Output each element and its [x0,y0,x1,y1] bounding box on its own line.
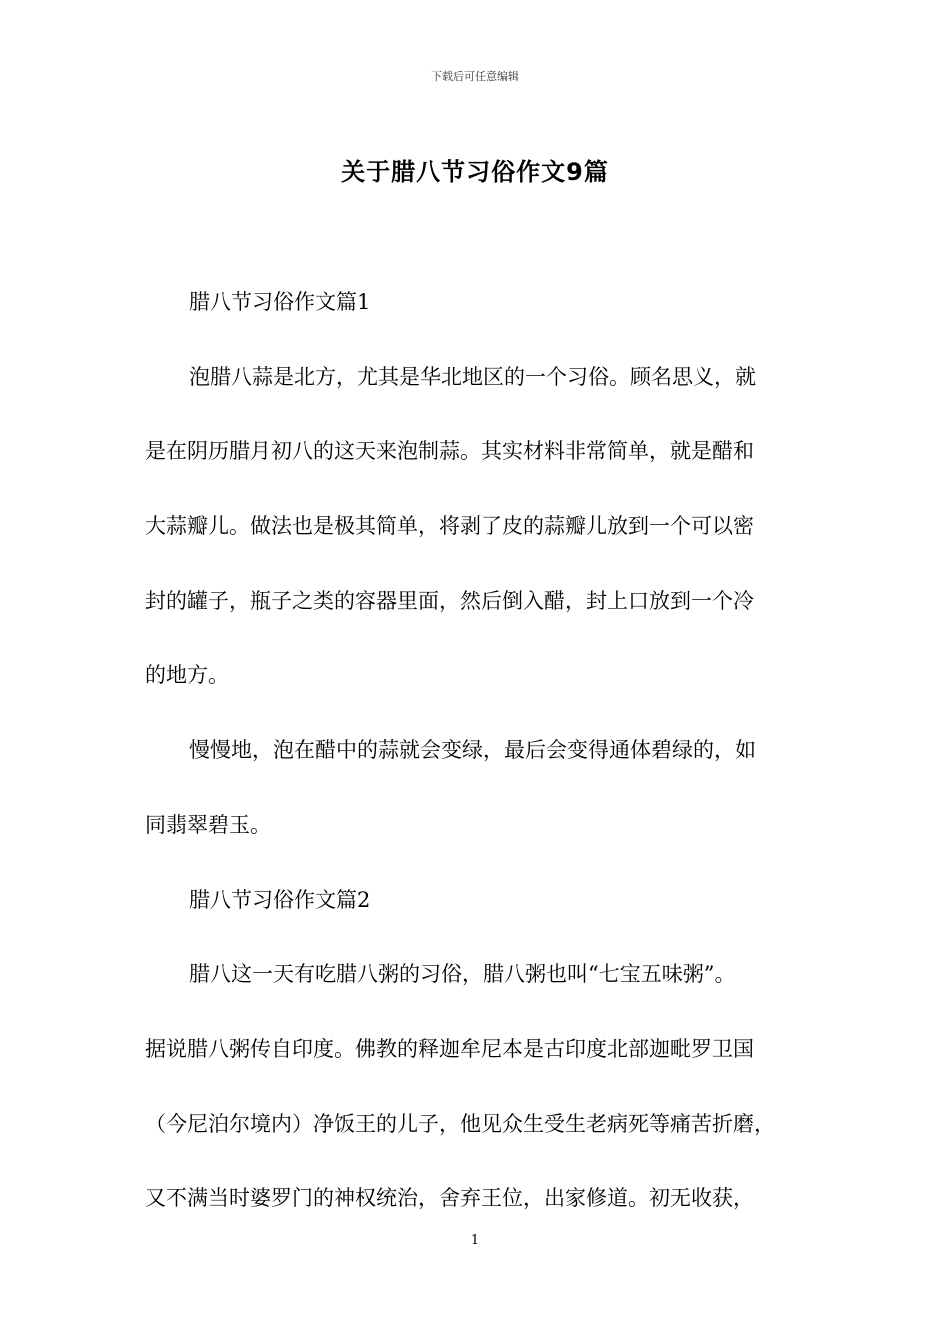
section-heading-2: 腊八节习俗作文篇2 [189,887,371,912]
paragraph-line: 是在阴历腊月初八的这天来泡制蒜。其实材料非常简单，就是醋和 [145,439,754,464]
paragraph-line: 封的罐子，瓶子之类的容器里面，然后倒入醋，封上口放到一个冷 [145,588,754,613]
page-number: 1 [470,1233,480,1248]
paragraph-line: 同翡翠碧玉。 [145,812,271,837]
paragraph-line: 慢慢地，泡在醋中的蒜就会变绿，最后会变得通体碧绿的，如 [189,738,756,763]
paragraph-line: （今尼泊尔境内）净饭王的儿子，他见众生受生老病死等痛苦折磨， [145,1111,775,1136]
document-title: 关于腊八节习俗作文9篇 [341,158,609,186]
paragraph-line: 据说腊八粥传自印度。佛教的释迦牟尼本是古印度北部迦毗罗卫国 [145,1036,754,1061]
paragraph-line: 大蒜瓣儿。做法也是极其简单，将剥了皮的蒜瓣儿放到一个可以密 [145,514,754,539]
section-heading-1: 腊八节习俗作文篇1 [189,290,371,314]
paragraph-line: 腊八这一天有吃腊八粥的习俗，腊八粥也叫“七宝五味粥”。 [189,962,736,987]
paragraph-line: 的地方。 [145,663,229,688]
paragraph-line: 泡腊八蒜是北方，尤其是华北地区的一个习俗。顾名思义，就 [189,364,756,389]
document-body [145,282,825,1253]
paragraph-line: 又不满当时婆罗门的神权统治，舍弃王位，出家修道。初无收获， [145,1186,754,1211]
header-note: 下载后可任意编辑 [431,70,519,83]
